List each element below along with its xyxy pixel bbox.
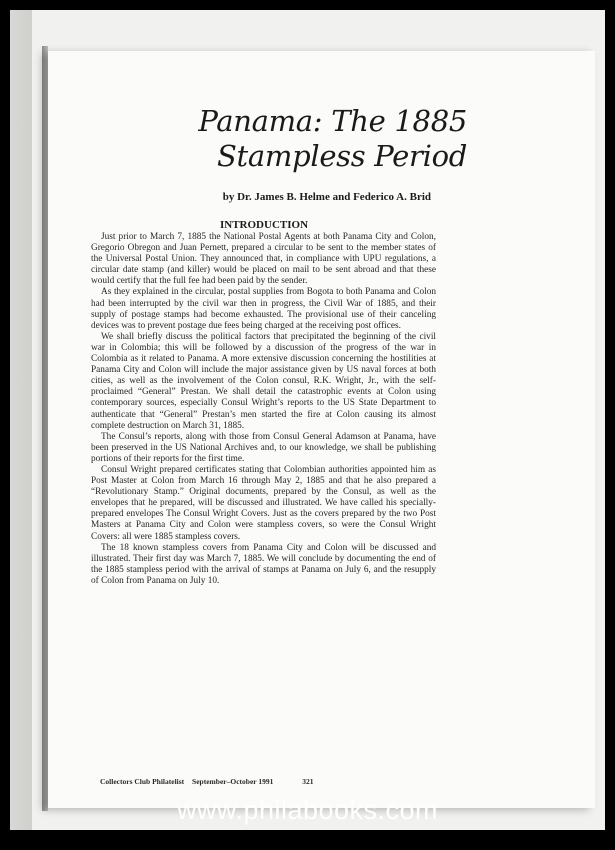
publication-name: Collectors Club Philatelist xyxy=(100,777,185,786)
page-number: 321 xyxy=(302,777,314,786)
author-byline: by Dr. James B. Helme and Federico A. Brid xyxy=(222,191,431,203)
paragraph: Consul Wright prepared certificates stating that Colombian authorities appointed him as Post Master at Colon from March 16 through May 2, 1885 and that he also prepared a “Revolutionary Stamp.” Original documents, prepared by the Consul, as well as the envelopes that he prepared, will be discussed and illustrated. We have called his specially-prepared envelopes The Consul Wright Covers. Just as the covers prepared by the two Post Masters at Panama City and Colon were stampless covers, so were the Consul Wright Covers: all were 1885 stampless covers. xyxy=(91,464,436,542)
section-heading: INTRODUCTION xyxy=(220,219,309,231)
paragraph: The 18 known stampless covers from Panama City and Colon will be discussed and illustrated. Their first day was March 7, 1885. We will conclude by documenting the end of the 1885 stampless period with the arrival of stamps at Panama on July 6, and the resupply of Colon from Panama on July 10. xyxy=(91,542,436,586)
article-body xyxy=(91,232,436,587)
article-title xyxy=(198,104,467,174)
paragraph: The Consul’s reports, along with those from Consul General Adamson at Panama, have been preserved in the US National Archives and, to our knowledge, we shall be publishing portions of their reports for the first time. xyxy=(91,431,436,464)
facing-page-edge xyxy=(10,10,32,830)
paragraph: We shall briefly discuss the political factors that precipitated the beginning of the civil war in Colombia; this will be followed by a discussion of the progress of the war in Colombia as it related to Panama. A more extensive discussion concerning the hostilities at Panama City and Colon will include the major assistance given by US naval forces at both cities, as well as the involvement of the Colon consul, R.K. Wright, Jr., with the self-proclaimed “General” Prestan. We shall detail the catastrophic events at Colon using contemporary sources, especially Consul Wright’s reports to the US State Department to authenticate that “General” Prestan’s men started the fire at Colon causing its almost complete destruction on March 31, 1885. xyxy=(91,331,436,431)
page-footer xyxy=(100,777,313,786)
paragraph: As they explained in the circular, postal supplies from Bogota to both Panama and Colon had been interrupted by the civil war then in progress, the Civil War of 1885, and their supply of postage stamps had become exhausted. The provisional use of their canceling devices was to prevent postage due fees being charged at the receiving post offices. xyxy=(91,287,436,331)
issue-date: September–October 1991 xyxy=(192,777,274,786)
watermark-url: www.philabooks.com xyxy=(176,795,439,825)
title-line-2: Stampless Period xyxy=(216,139,467,173)
paragraph: Just prior to March 7, 1885 the National Postal Agents at both Panama City and Colon, Gregorio Obregon and Juan Pernett, prepared a circular to be sent to the member states of the Universal Postal Union. They announced that, in compliance with UPU regulations, a circular date stamp (and killer) would be placed on mail to be sent abroad and that these would certify that the full fee had been paid by the sender. xyxy=(91,232,436,287)
title-line-1: Panama: The 1885 xyxy=(198,104,467,138)
